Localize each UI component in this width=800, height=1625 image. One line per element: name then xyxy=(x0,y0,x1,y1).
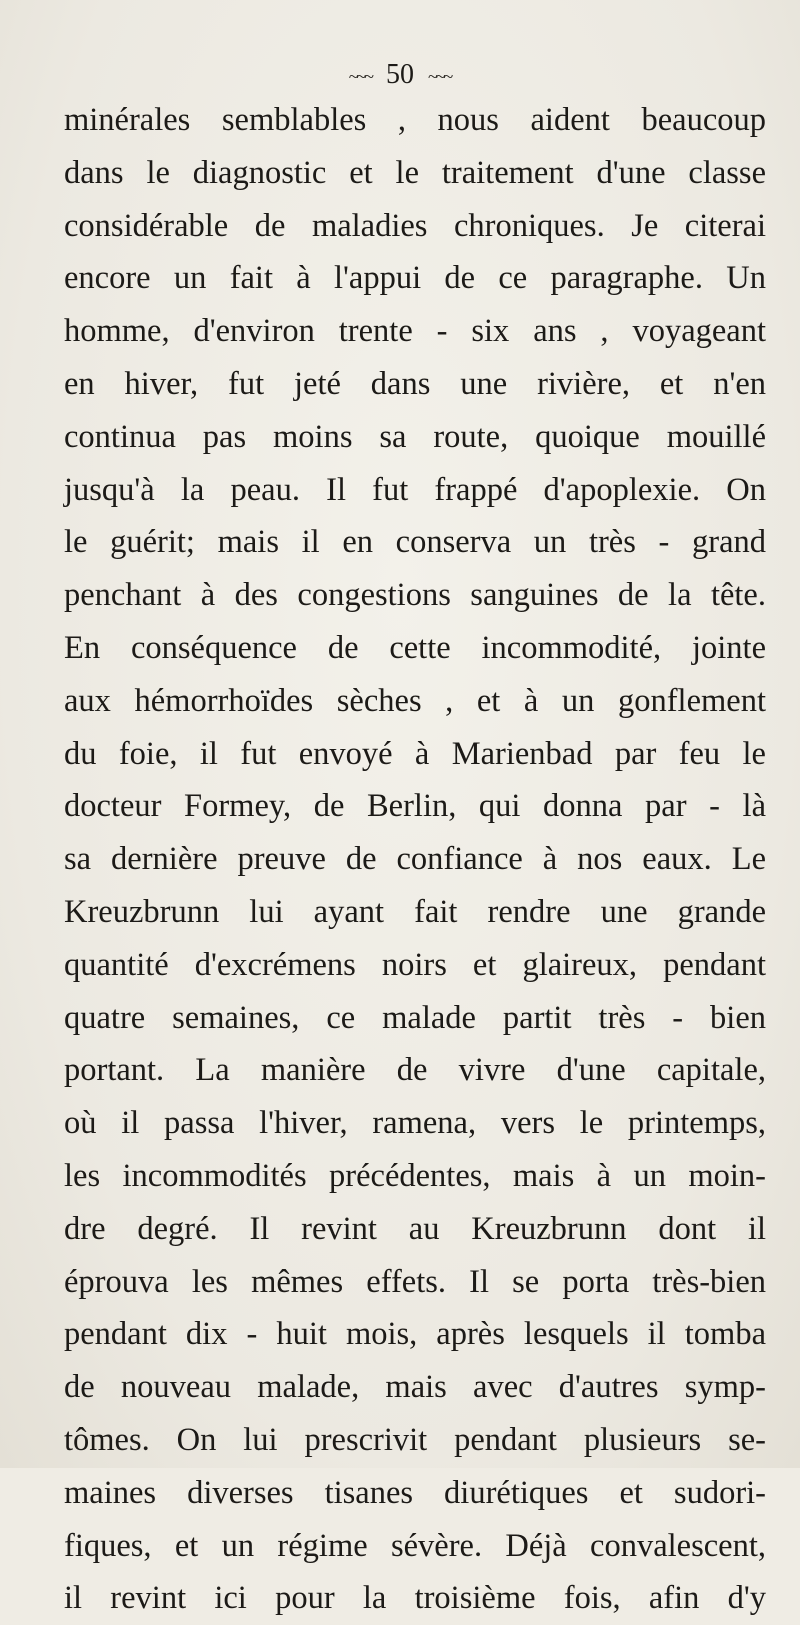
text-line: dre degré. Il revint au Kreuzbrunn dont il xyxy=(64,1210,766,1247)
text-line: éprouva les mêmes effets. Il se porta très-bien xyxy=(64,1263,766,1300)
ornament-right-icon: ~~~ xyxy=(428,66,452,87)
text-line: considérable de maladies chroniques. Je citerai xyxy=(64,207,766,244)
text-line: encore un fait à l'appui de ce paragraphe. Un xyxy=(64,260,766,297)
text-line: docteur Formey, de Berlin, qui donna par - là xyxy=(64,788,766,825)
text-line: portant. La manière de vivre d'une capitale, xyxy=(64,1052,766,1089)
text-line: quatre semaines, ce malade partit très - bien xyxy=(64,999,766,1036)
text-line: aux hémorrhoïdes sèches , et à un gonflement xyxy=(64,682,766,719)
text-line: maines diverses tisanes diurétiques et sudori- xyxy=(64,1474,766,1511)
text-line: sa dernière preuve de confiance à nos eaux. Le xyxy=(64,841,766,878)
text-line: dans le diagnostic et le traitement d'une classe xyxy=(64,154,766,191)
text-line: En conséquence de cette incommodité, jointe xyxy=(64,629,766,666)
text-line: en hiver, fut jeté dans une rivière, et n'en xyxy=(64,365,766,402)
body-paragraph xyxy=(64,94,766,1625)
text-line: minérales semblables , nous aident beaucoup xyxy=(64,102,766,138)
text-line: fiques, et un régime sévère. Déjà convalescent, xyxy=(64,1527,766,1564)
text-line: le guérit; mais il en conserva un très - grand xyxy=(64,524,766,561)
text-line: Kreuzbrunn lui ayant fait rendre une grande xyxy=(64,893,766,930)
text-line: où il passa l'hiver, ramena, vers le printemps, xyxy=(64,1105,766,1142)
text-line: il revint ici pour la troisième fois, afin d'y xyxy=(64,1580,766,1617)
text-line: continua pas moins sa route, quoique mouillé xyxy=(64,418,766,455)
page-number: 50 xyxy=(386,59,414,90)
text-line: les incommodités précédentes, mais à un moin- xyxy=(64,1157,766,1194)
text-line: du foie, il fut envoyé à Marienbad par feu le xyxy=(64,735,766,772)
text-line: de nouveau malade, mais avec d'autres symp- xyxy=(64,1369,766,1406)
text-line: tômes. On lui prescrivit pendant plusieurs se- xyxy=(64,1421,766,1458)
text-line: homme, d'environ trente - six ans , voyageant xyxy=(64,313,766,350)
ornament-left-icon: ~~~ xyxy=(348,66,372,87)
text-line: quantité d'excrémens noirs et glaireux, pendant xyxy=(64,946,766,983)
page-header xyxy=(0,60,800,92)
text-line: pendant dix - huit mois, après lesquels il tomba xyxy=(64,1316,766,1353)
text-line: jusqu'à la peau. Il fut frappé d'apoplexie. On xyxy=(64,471,766,508)
text-line: penchant à des congestions sanguines de la tête. xyxy=(64,577,766,614)
